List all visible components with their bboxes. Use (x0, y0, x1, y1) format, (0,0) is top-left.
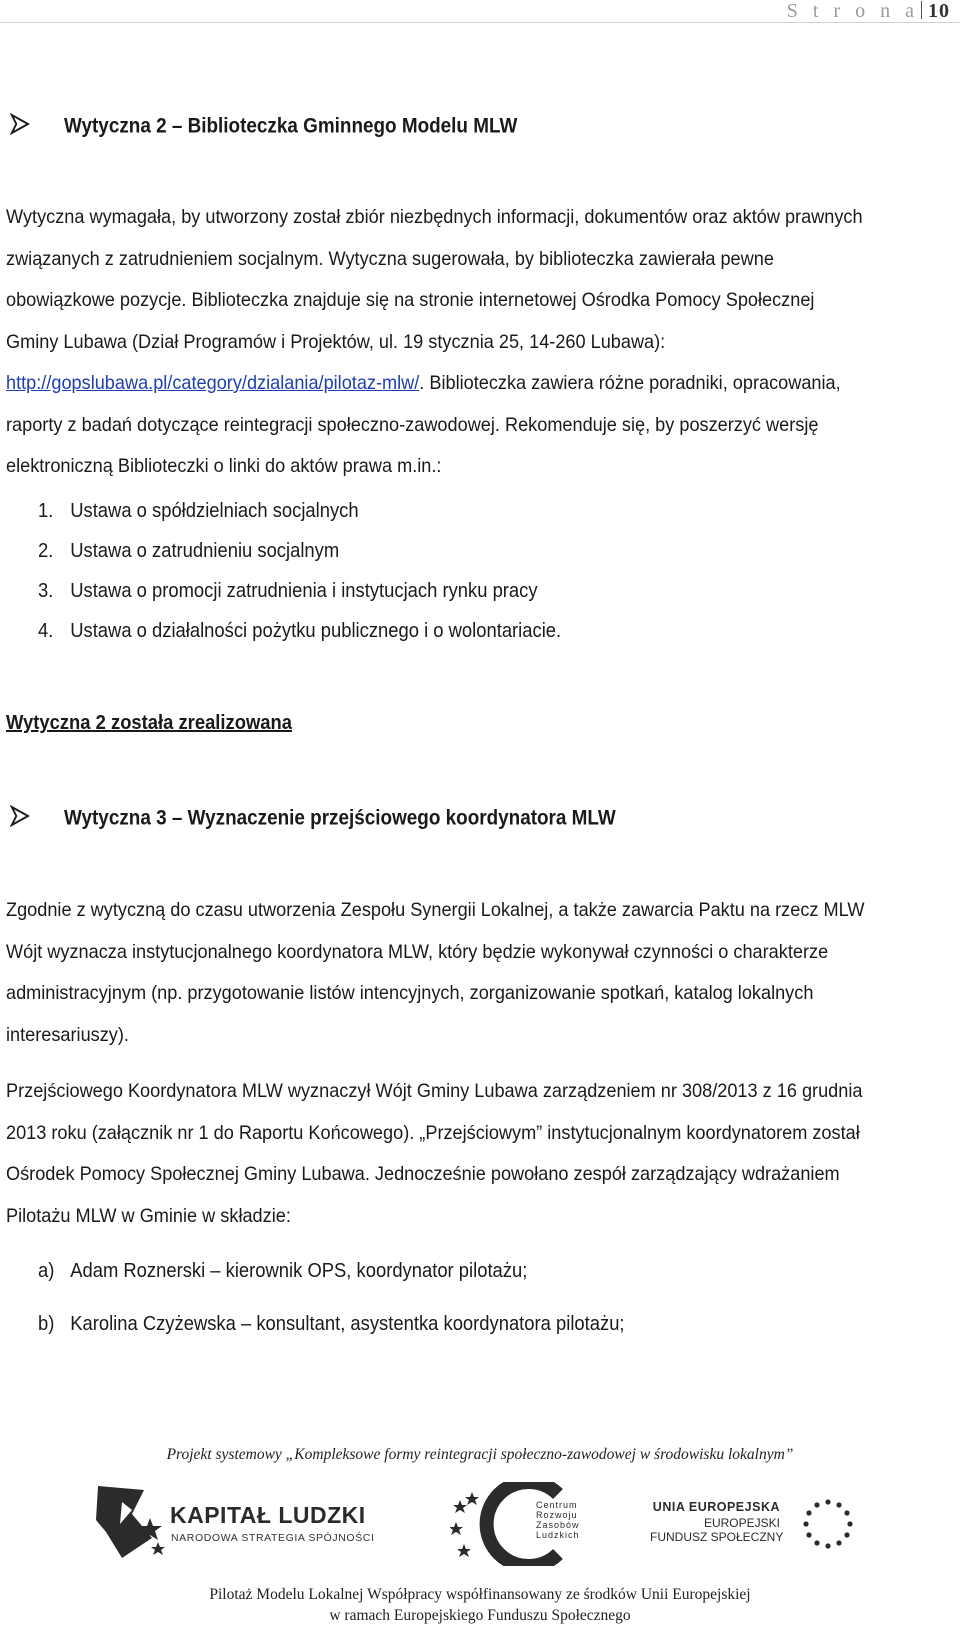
list-number: 4. (38, 620, 54, 642)
kapital-ludzki-emblem-icon (92, 1480, 172, 1564)
list-item (38, 620, 561, 643)
eu-line-3: FUNDUSZ SPOŁECZNY (650, 1530, 784, 1544)
crzl-line: Zasobów (536, 1520, 580, 1530)
section-2-status: Wytyczna 2 została zrealizowana (6, 712, 292, 734)
para-line: Gminy Lubawa (Dział Programów i Projektów, ul. 19 stycznia 25, 14-260 Lubawa): (6, 330, 666, 353)
list-text: Ustawa o promocji zatrudnienia i instytucjach rynku pracy (70, 580, 538, 602)
para-line: raporty z badań dotyczące reintegracji społeczno-zawodowej. Rekomenduje się, by poszerzyć wersję (6, 413, 819, 436)
list-number: 1. (38, 500, 54, 522)
page-label: S t r o n a (786, 0, 919, 22)
para-line: elektroniczną Biblioteczki o linki do aktów prawa m.in.: (6, 455, 442, 477)
list-item (38, 580, 538, 603)
eu-logo (650, 1500, 865, 1560)
kapital-ludzki-title: KAPITAŁ LUDZKI (170, 1502, 366, 1528)
list-text: Ustawa o działalności pożytku publicznego i o wolontariacie. (70, 620, 562, 642)
footer-funding-note (0, 1584, 960, 1626)
eu-stars-icon (798, 1494, 858, 1554)
kapital-ludzki-logo (92, 1480, 382, 1564)
page-header (787, 0, 950, 23)
member-letter: a) (38, 1260, 55, 1282)
library-link[interactable]: http://gopslubawa.pl/category/dzialania/pilotaz-mlw/ (6, 372, 420, 394)
eu-line-2: EUROPEJSKI (703, 1516, 780, 1530)
section-3-heading (10, 805, 616, 833)
section-3-paragraph-1 (6, 890, 958, 1056)
section-2-paragraph (6, 197, 958, 488)
member-item (38, 1313, 625, 1336)
member-text: Karolina Czyżewska – konsultant, asystentka koordynatora pilotażu; (70, 1313, 625, 1335)
para-line: interesariuszy). (6, 1023, 129, 1046)
para-line: administracyjnym (np. przygotowanie listów intencyjnych, zorganizowanie spotkań, katalog lokalnych (6, 982, 814, 1004)
member-item (38, 1260, 527, 1283)
section-3-heading-text: Wytyczna 3 – Wyznaczenie przejściowego koordynatora MLW (64, 806, 616, 830)
list-number: 2. (38, 540, 54, 562)
list-item (38, 500, 359, 523)
para-line: Pilotażu MLW w Gminie w składzie: (6, 1204, 291, 1227)
para-line: Wytyczna wymagała, by utworzony został zbiór niezbędnych informacji, dokumentów oraz aktów prawnych (6, 206, 863, 228)
para-line: 2013 roku (załącznik nr 1 do Raportu Końcowego). „Przejściowym” instytucjonalnym koordynatorem został (6, 1121, 860, 1144)
funding-line-1: Pilotaż Modelu Lokalnej Współpracy współfinansowany ze środków Unii Europejskiej (209, 1586, 751, 1603)
page-number: 10 (928, 0, 950, 22)
list-number: 3. (38, 580, 54, 602)
list-text: Ustawa o spółdzielniach socjalnych (70, 500, 359, 522)
crzl-line: Centrum (536, 1500, 578, 1510)
kapital-ludzki-subtitle: NARODOWA STRATEGIA SPÓJNOŚCI (171, 1532, 375, 1544)
list-text: Ustawa o zatrudnieniu socjalnym (70, 540, 340, 562)
para-line: Wójt wyznacza instytucjonalnego koordynatora MLW, który będzie wykonywał czynności o charakterze (6, 940, 829, 963)
member-letter: b) (38, 1313, 55, 1335)
para-line: związanych z zatrudnieniem socjalnym. Wytyczna sugerowała, by biblioteczka zawierała pewne (6, 247, 774, 270)
crzl-line: Rozwoju (536, 1510, 578, 1520)
funding-line-2: w ramach Europejskiego Funduszu Społecznego (329, 1607, 631, 1624)
header-separator (921, 1, 922, 19)
crzl-line: Ludzkich (536, 1530, 580, 1540)
para-link-after: . Biblioteczka zawiera różne poradniki, opracowania, (419, 372, 841, 394)
footer-project-title: Projekt systemowy „Kompleksowe formy reintegracji społeczno-zawodowej w środowisku lokalnym” (166, 1446, 794, 1463)
para-line: Zgodnie z wytyczną do czasu utworzenia Zespołu Synergii Lokalnej, a także zawarcia Paktu na rzecz MLW (6, 899, 865, 921)
para-line: Ośrodek Pomocy Społecznej Gminy Lubawa. Jednocześnie powołano zespół zarządzający wdrażaniem (6, 1163, 840, 1185)
section-3-paragraph-2 (6, 1071, 958, 1237)
section-2-heading-text: Wytyczna 2 – Biblioteczka Gminnego Modelu MLW (64, 114, 518, 138)
list-item (38, 540, 339, 563)
eu-line-1: UNIA EUROPEJSKA (652, 1500, 780, 1514)
section-2-heading (10, 113, 517, 141)
para-line: Przejściowego Koordynatora MLW wyznaczył Wójt Gminy Lubawa zarządzeniem nr 308/2013 z 16 grudnia (6, 1080, 863, 1102)
arrow-bullet-icon (10, 805, 41, 833)
member-text: Adam Roznerski – kierownik OPS, koordynator pilotażu; (70, 1260, 528, 1282)
arrow-bullet-icon (10, 113, 41, 141)
para-line: obowiązkowe pozycje. Biblioteczka znajduje się na stronie internetowej Ośrodka Pomocy Społecznej (6, 289, 815, 311)
crzl-logo (450, 1482, 580, 1566)
